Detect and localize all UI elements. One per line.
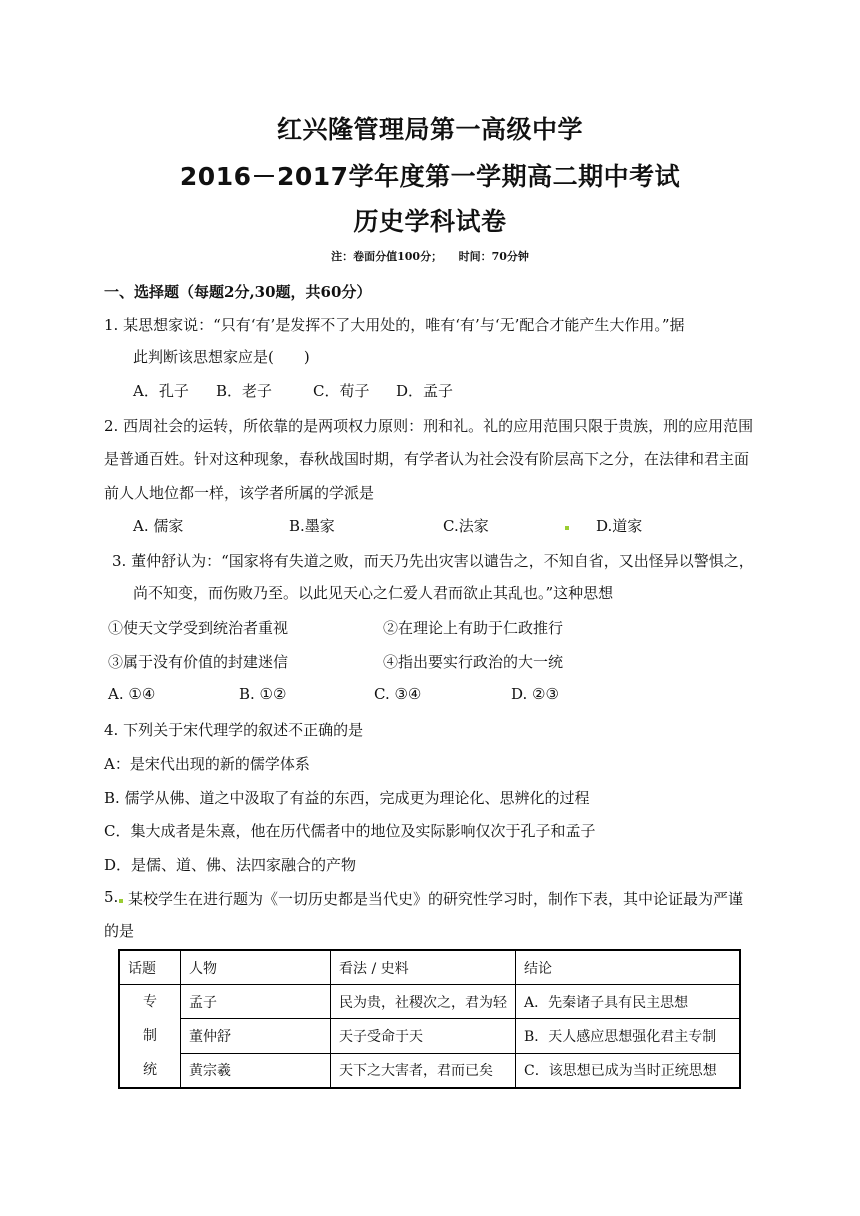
table-header-row <box>119 950 740 985</box>
source-cell: 天子受命于天 <box>331 1019 516 1053</box>
q3-option-b: B. ①② <box>239 685 287 703</box>
table-row <box>119 1053 740 1088</box>
question-1-stem: 1. 某思想家说：“只有‘有’是发挥不了大用处的，唯有‘有’与‘无’配合才能产生大作用。”据 <box>104 316 685 334</box>
q2-option-d: D.道家 <box>596 517 643 535</box>
table-header-cell: 结论 <box>516 950 741 985</box>
marker-dot <box>119 899 123 903</box>
q3-option-a: A. ①④ <box>108 685 156 703</box>
question-2-stem: 2. 西周社会的运转，所依靠的是两项权力原则：刑和礼。礼的应用范围只限于贵族，刑的应用范围 <box>104 417 754 435</box>
question-5-stem: 某校学生在进行题为《一切历史都是当代史》的研究性学习时，制作下表，其中论证最为严谨 <box>128 890 744 908</box>
question-3-stem: 3. 董仲舒认为：“国家将有失道之败，而天乃先出灾害以谴告之，不知自省，又出怪异以警惧之， <box>112 552 754 570</box>
person-cell: 孟子 <box>181 985 331 1019</box>
table-row <box>119 1019 740 1053</box>
source-cell: 天下之大害者，君而已矣 <box>331 1053 516 1088</box>
q1-option-a: A．孔子 <box>133 382 189 400</box>
topic-cell <box>119 985 181 1089</box>
history-table <box>118 949 741 1089</box>
q4-option-b: B. 儒学从佛、道之中汲取了有益的东西，完成更为理论化、思辨化的过程 <box>104 789 590 807</box>
source-cell: 民为贵，社稷次之，君为轻 <box>331 985 516 1019</box>
q3-statement-4: ④指出要实行政治的大一统 <box>383 653 564 671</box>
q3-statement-3: ③属于没有价值的封建迷信 <box>108 653 289 671</box>
table-header-cell: 话题 <box>119 950 181 985</box>
conclusion-cell: A．先秦诸子具有民主思想 <box>516 985 741 1019</box>
topic-char: 统 <box>143 1062 157 1078</box>
q1-option-b: B．老子 <box>216 382 273 400</box>
question-5-stem-cont: 的是 <box>104 922 135 940</box>
q3-statement-2: ②在理论上有助于仁政推行 <box>383 619 564 637</box>
question-3-stem-cont: 尚不知变，而伤败乃至。以此见天心之仁爱人君而欲止其乱也。”这种思想 <box>133 584 614 602</box>
table-header-cell: 看法 / 史料 <box>331 950 516 985</box>
q4-option-d: D．是儒、道、佛、法四家融合的产物 <box>104 856 357 874</box>
table-header-cell: 人物 <box>181 950 331 985</box>
q1-option-c: C．荀子 <box>313 382 370 400</box>
question-4-stem: 4. 下列关于宋代理学的叙述不正确的是 <box>104 721 364 739</box>
q4-option-a: A：是宋代出现的新的儒学体系 <box>104 755 310 773</box>
question-5-number: 5. <box>104 888 119 906</box>
section-heading: 一、选择题（每题2分,30题，共60分） <box>104 283 372 301</box>
topic-char: 专 <box>143 994 157 1010</box>
q1-option-d: D．孟子 <box>396 382 454 400</box>
exam-note: 注：卷面分值100分； 时间：70分钟 <box>331 250 529 263</box>
person-cell: 董仲舒 <box>181 1019 331 1053</box>
subject-title: 历史学科试卷 <box>353 207 507 236</box>
q3-option-d: D. ②③ <box>511 685 559 703</box>
person-cell: 黄宗羲 <box>181 1053 331 1088</box>
q2-option-c: C.法家 <box>443 517 489 535</box>
topic-char: 制 <box>143 1028 157 1044</box>
question-2-stem-end: 前人人地位都一样，该学者所属的学派是 <box>104 484 375 502</box>
question-2-stem-cont: 是普通百姓。针对这种现象，春秋战国时期，有学者认为社会没有阶层高下之分，在法律和君主面 <box>104 450 750 468</box>
exam-title: 2016－2017学年度第一学期高二期中考试 <box>179 162 681 191</box>
conclusion-cell: C．该思想已成为当时正统思想 <box>516 1053 741 1088</box>
q3-statement-1: ①使天文学受到统治者重视 <box>108 619 289 637</box>
marker-dot <box>565 526 569 530</box>
q2-option-a: A. 儒家 <box>133 517 184 535</box>
q2-option-b: B.墨家 <box>289 517 335 535</box>
q4-option-c: C．集大成者是朱熹，他在历代儒者中的地位及实际影响仅次于孔子和孟子 <box>104 822 596 840</box>
conclusion-cell: B．天人感应思想强化君主专制 <box>516 1019 741 1053</box>
q3-option-c: C. ③④ <box>374 685 422 703</box>
table-row <box>119 985 740 1019</box>
question-1-stem-cont: 此判断该思想家应是( ) <box>133 348 310 366</box>
school-name: 红兴隆管理局第一高级中学 <box>276 115 583 144</box>
